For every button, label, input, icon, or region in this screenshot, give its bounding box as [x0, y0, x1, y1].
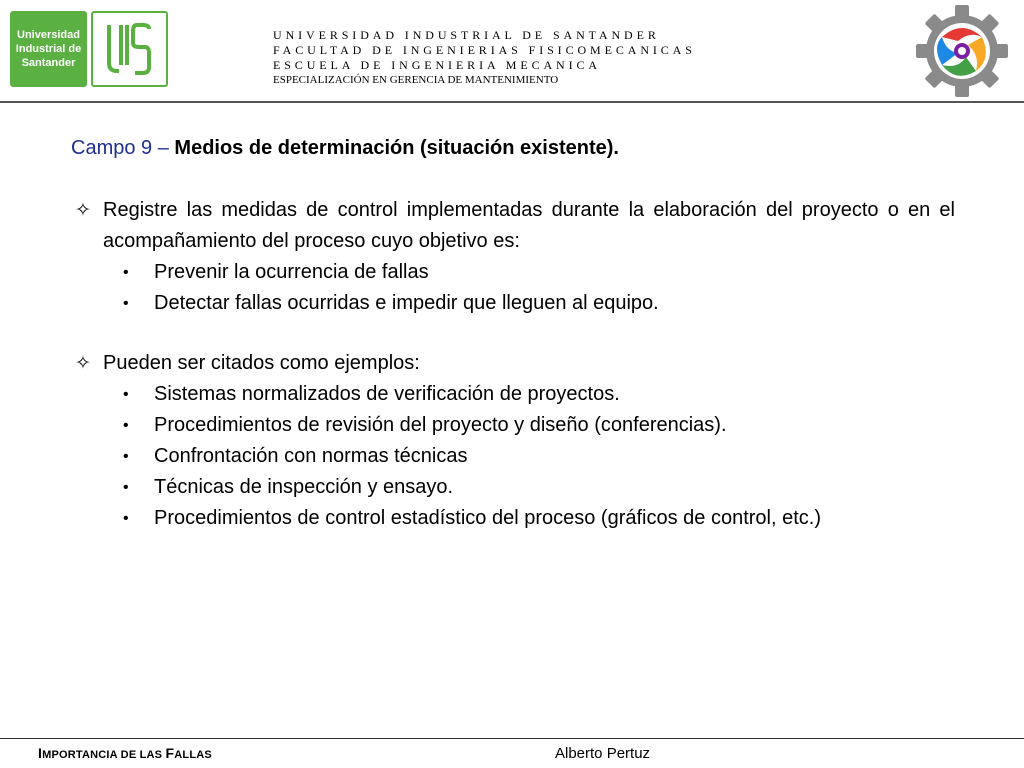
section-1-list: [71, 257, 955, 319]
section-2-text: Pueden ser citados como ejemplos:: [103, 352, 420, 374]
list-item: • Detectar fallas ocurridas e impedir que lleguen al equipo.: [154, 288, 955, 319]
section-1-text: Registre las medidas de control implementadas durante la elaboración del proyecto o en el acompañamiento del proceso cuyo objetivo es:: [103, 199, 955, 252]
bullet-icon: •: [123, 417, 129, 434]
title-text: Medios de determinación (situación existente).: [174, 137, 619, 159]
gear-logo-icon: [916, 4, 1008, 98]
footer-topic: IMPORTANCIA DE LAS FALLAS: [38, 745, 212, 761]
institution-header: [273, 28, 696, 88]
list-item: • Técnicas de inspección y ensayo.: [154, 472, 955, 503]
list-item: • Procedimientos de revisión del proyecto y diseño (conferencias).: [154, 410, 955, 441]
header-university: UNIVERSIDAD INDUSTRIAL DE SANTANDER: [273, 28, 660, 42]
list-item: • Procedimientos de control estadístico del proceso (gráficos de control, etc.): [154, 503, 955, 534]
logo-line-3: Santander: [21, 57, 76, 69]
section-1: [71, 195, 955, 257]
diamond-bullet-icon: ✧: [75, 200, 91, 221]
bullet-icon: •: [123, 510, 129, 527]
header-divider: [0, 101, 1024, 103]
list-item: • Sistemas normalizados de verificación de proyectos.: [154, 379, 955, 410]
uis-logo-text: [10, 11, 87, 87]
header-specialization: ESPECIALIZACIÓN EN GERENCIA DE MANTENIMIENTO: [273, 74, 559, 86]
slide-title: [71, 133, 955, 163]
section-2-list: [71, 379, 955, 534]
header-faculty: FACULTAD DE INGENIERIAS FISICOMECANICAS: [273, 43, 696, 57]
logo-line-1: Universidad: [17, 29, 80, 41]
bullet-icon: •: [123, 448, 129, 465]
footer-divider: [0, 738, 1024, 739]
bullet-icon: •: [123, 264, 129, 281]
title-dash: –: [152, 137, 175, 159]
logo-line-2: Industrial de: [15, 43, 82, 55]
bullet-icon: •: [123, 386, 129, 403]
list-item: • Prevenir la ocurrencia de fallas: [154, 257, 955, 288]
footer-author: Alberto Pertuz: [555, 745, 651, 762]
list-item: • Confrontación con normas técnicas: [154, 441, 955, 472]
diamond-bullet-icon: ✧: [75, 353, 91, 374]
title-field: Campo 9: [71, 137, 153, 159]
bullet-icon: •: [123, 479, 129, 496]
uis-emblem-logo: [91, 11, 168, 87]
slide-content: [71, 133, 955, 534]
section-2: [71, 348, 955, 379]
bullet-icon: •: [123, 295, 129, 312]
header-school: ESCUELA DE INGENIERIA MECANICA: [273, 58, 601, 72]
